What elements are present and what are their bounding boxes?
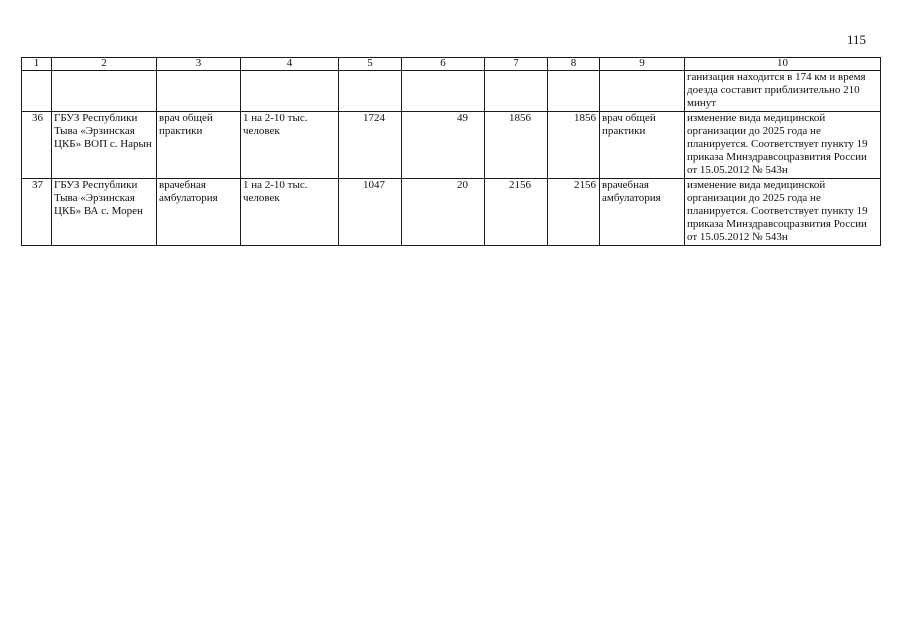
column-header: 4: [241, 58, 339, 71]
column-header: 2: [52, 58, 157, 71]
table-cell: [52, 71, 157, 112]
column-header: 1: [22, 58, 52, 71]
facility-type-planned: врачебная амбулатория: [600, 178, 685, 245]
table-cell: [485, 71, 548, 112]
table-cell: [600, 71, 685, 112]
table-cell-value: 20: [402, 178, 485, 245]
table-cell-value: 1047: [339, 178, 402, 245]
table-row: [22, 111, 881, 178]
table-cell: [548, 71, 600, 112]
facility-type: врач общей практики: [157, 111, 241, 178]
page-number: 115: [847, 32, 867, 47]
table-cell: [22, 71, 52, 112]
table-cell: [157, 71, 241, 112]
table-cell-value: 1724: [339, 111, 402, 178]
table-row: [22, 178, 881, 245]
table-cell-value: 49: [402, 111, 485, 178]
table-cell-value: 2156: [485, 178, 548, 245]
facility-name: ГБУЗ Республики Тыва «Эрзинская ЦКБ» ВА с. Морен: [52, 178, 157, 245]
table-cell-notes: ганизация находится в 174 км и время доезда составит приблизительно 210 минут: [685, 71, 881, 112]
column-header: 9: [600, 58, 685, 71]
facility-type-planned: врач общей практики: [600, 111, 685, 178]
table-cell: [241, 71, 339, 112]
facility-name: ГБУЗ Республики Тыва «Эрзинская ЦКБ» ВОП с. Нарын: [52, 111, 157, 178]
column-header: 3: [157, 58, 241, 71]
row-number: 37: [22, 178, 52, 245]
row-number: 36: [22, 111, 52, 178]
table-cell-notes: изменение вида медицинской организации до 2025 года не планируется. Соответствует пункту 19 приказа Минздравсоцразвития России от 15.05.2012 № 543н: [685, 178, 881, 245]
column-header: 5: [339, 58, 402, 71]
coverage-norm: 1 на 2-10 тыс. человек: [241, 178, 339, 245]
facilities-table: [21, 57, 881, 246]
table-header-row: [22, 58, 881, 71]
table-cell: [402, 71, 485, 112]
table-cell-value: 2156: [548, 178, 600, 245]
table-cell-notes: изменение вида медицинской организации до 2025 года не планируется. Соответствует пункту 19 приказа Минздравсоцразвития России от 15.05.2012 № 543н: [685, 111, 881, 178]
column-header: 6: [402, 58, 485, 71]
column-header: 7: [485, 58, 548, 71]
column-header: 10: [685, 58, 881, 71]
coverage-norm: 1 на 2-10 тыс. человек: [241, 111, 339, 178]
table-cell-value: 1856: [485, 111, 548, 178]
column-header: 8: [548, 58, 600, 71]
table-cell-value: 1856: [548, 111, 600, 178]
table-cell: [339, 71, 402, 112]
facility-type: врачебная амбулатория: [157, 178, 241, 245]
table-row-continuation: [22, 71, 881, 112]
